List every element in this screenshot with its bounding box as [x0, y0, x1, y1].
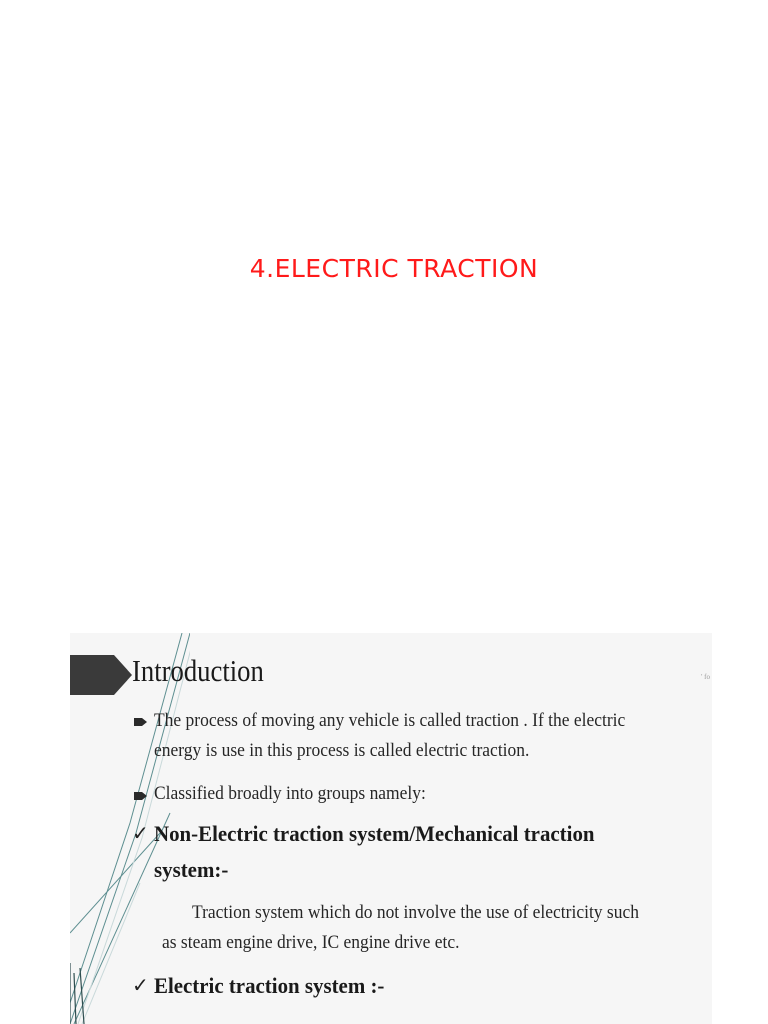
item-2-heading: Electric traction system :- [154, 973, 385, 998]
introduction-slide [70, 633, 712, 1024]
document-title: 4.ELECTRIC TRACTION [249, 254, 539, 283]
corner-mark: ' fo [701, 673, 710, 681]
slide-heading: Introduction [132, 653, 264, 688]
bullet-2: Classified broadly into groups namely: [154, 783, 426, 804]
bullet-1-line-2: energy is use in this process is called electric traction. [154, 740, 530, 761]
item-1-description-line-2: as steam engine drive, IC engine drive etc. [162, 932, 460, 953]
arrow-bullet-icon [134, 717, 148, 727]
item-1-description-line-1: Traction system which do not involve the use of electricity such [192, 902, 639, 923]
arrow-bullet-icon [134, 791, 148, 801]
item-1-heading-line-1: Non-Electric traction system/Mechanical traction [154, 821, 595, 846]
bullet-1-line-1: The process of moving any vehicle is called traction . If the electric [154, 710, 626, 731]
checkmark-icon: ✓ [132, 973, 149, 997]
header-marker-shape [70, 655, 132, 695]
checkmark-icon: ✓ [132, 821, 149, 845]
item-1-heading-line-2: system:- [154, 857, 229, 882]
